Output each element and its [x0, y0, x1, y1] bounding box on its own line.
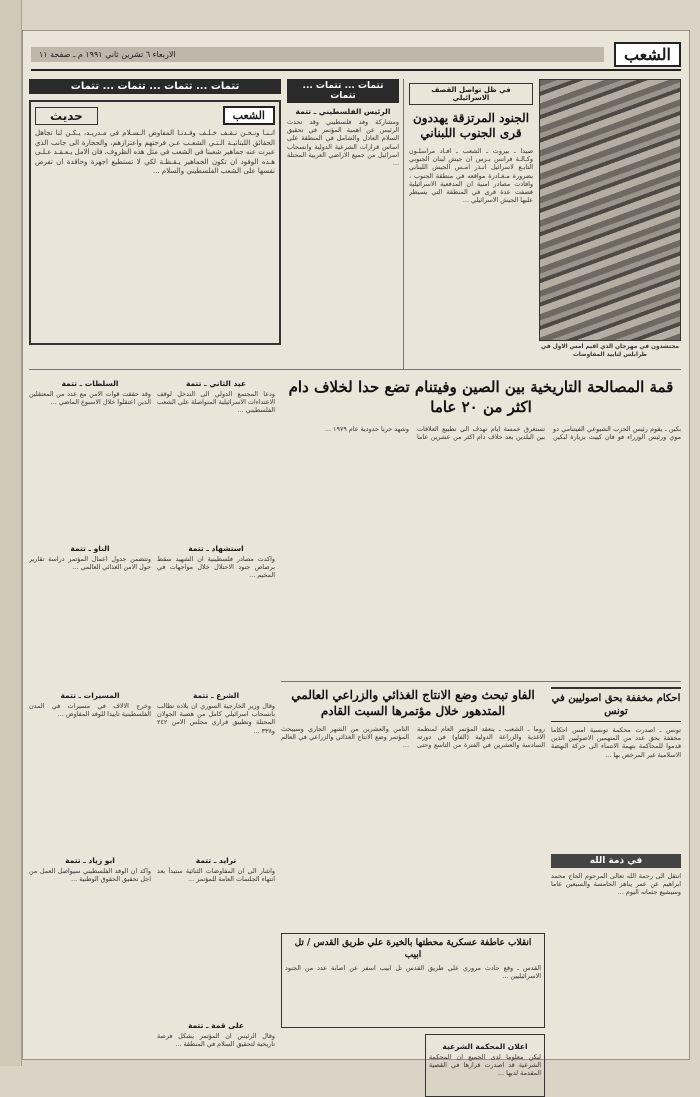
middle-section-text-2: واشار الى ان المفاوضات الثنائية ستبدأ بعد انتهاء الجلسات العامة للمؤتمر ... [157, 867, 275, 884]
lebanon-text: صيدا ـ بيروت ـ الشعب ـ افـاد مراسلـون وكـالـة فرانس بـرس ان جيش لبنان الجنوبي التابـع لاسرائيل انـذر امـس الجيش اللبناني بضرورة مـغـادرة مواقعه في منطقة الجنوب ، وافادت مصادر امنية ان المدفعية الاسرائيلية قصفت عدة قرى في المنطقة التي يسيطر عليها الجيش الاسرائيلي ... [409, 147, 533, 205]
hadith-box-header [35, 106, 275, 125]
middle-section-title-2: ترايد ـ تتمة [195, 856, 237, 865]
rm-section-text-2: وقال الرئيس ان المؤتمر يشكل فرصة تاريخية لتحقيق السلام في المنطقة ... [157, 1032, 275, 1049]
fao-headline: الفاو تبحث وضع الانتاج الغذائي والزراعي العالمي المتدهور خلال مؤتمرها السبت القادم [291, 688, 535, 718]
rm-section-text-1: واكدت مصادر فلسطينية ان الشهيد سقط برصاص جنود الاحتلال خلال مواجهات في المخيم ... [157, 555, 275, 580]
rm-section-title-0: عيد الثاني ـ تتمة [185, 379, 247, 388]
tunisia-headline: احكام مخففة بحق اصوليين في تونس [551, 687, 681, 722]
column-rule [403, 79, 404, 369]
far-section-title-2: المسيرات ـ تتمة [60, 691, 120, 700]
fao-text: روما ـ الشعب ـ ينعقد المؤتمر العام لمنظمة الاغذية والزراعة الدولية (الفاو) في دورته السادسة والعشرين في الفترة من التاسع وحتى الثامن والعشرين من الشهر الجاري وسيبحث المؤتمر وضع الانتاج الغذائي والزراعي في العالم ... [281, 725, 545, 750]
far-section-title-3: ابو زياد ـ تتمة [65, 856, 115, 865]
hadith-text: انـنـا ونـحـن نـقـف خـلـف وفـدنـا المفاوض الـسـلام في مـدريـد، يـكـن لنا تجاهل الحقائق اللبنانيـة الـتـي الشعـب عـن فرحتهم واعتزازهم، والحجارة الى جانب الذي عبرت عنه جماهير شعبنا في الشعب في مثل هذه الظروف، فان الامل يـعـقـد عـلـى هـذه الوفود ان تكون الجماهير يـقـظـة لكي لا تستطيع اجهزة وحاقدة ان تفرض نفسها على الشعب الفلسطيني والسلام ... [35, 129, 275, 175]
lebanon-headline: الجنود المرتزقة يهددون قرى الجنوب اللبناني [412, 111, 530, 140]
far-section-text-3: واكد ان الوفد الفلسطيني سيواصل العمل من اجل تحقيق الحقوق الوطنية ... [29, 867, 151, 884]
middle-continuations [287, 79, 399, 338]
left-column [29, 79, 281, 345]
section-rule [29, 369, 681, 370]
middle-section-title: الرئيس الفلسطيني ـ تتمة [295, 107, 391, 116]
middle-section-text: ومشاركة وفد فلسطيني وقد تحدث الرئيس عن اهمية المؤتمر في تحقيق السلام العادل والشامل في المنطقة على اساس قرارات الشرعية الدولية وانسحاب اسرائيل من جميع الاراضي العربية المحتلة ... [287, 118, 399, 168]
far-section-text-2: وخرج الالاف في مسيرات في المدن الفلسطينية تاييدا للوفد المفاوض ... [29, 702, 151, 719]
accident-headline: انقلاب عاطفة عسكرية محطتها بالخيرة علي طريق القدس / تل ابيب [294, 938, 532, 960]
section-rule [281, 681, 681, 682]
middle-section-title-1: الشرع ـ تتمة [192, 691, 240, 700]
middle-section-text-1: وقال وزير الخارجية السوري ان بلاده تطالب بانسحاب اسرائيلي كامل من هضبة الجولان المحتلة وتطبيق قراري مجلس الامن ٢٤٢ و٣٣٨ ... [157, 702, 275, 735]
lebanon-story [409, 79, 533, 357]
far-column [29, 375, 151, 705]
masthead-logo: الشعب [614, 42, 681, 67]
rally-photo [539, 79, 681, 341]
hadith-box [29, 100, 281, 345]
rm-section-title-1: استشهاد ـ تتمة [188, 544, 244, 553]
far-section-title-0: السلطات ـ تتمة [61, 379, 119, 388]
left-banner: تتمات ... تتمات ... تتمات ... تتمات [29, 79, 281, 94]
newspaper-page [22, 30, 690, 1078]
hadith-paper-logo: الشعب [223, 106, 275, 125]
obituary-title: في ذمة الله [551, 854, 681, 868]
middle-banner: تتمات ... تتمات ... تتمات [287, 79, 399, 103]
tunisia-story [551, 687, 681, 1032]
far-section-title-1: الناو ـ تتمة [70, 544, 110, 553]
court-notice-text: ليكن معلوما لدى الجميع ان المحكمة الشرعية قد اصدرت قرارها في القضية المقدمة لديها ... [429, 1053, 541, 1078]
bottom-far [29, 687, 151, 1017]
far-section-text-1: وتتضمن جدول اعمال المؤتمر دراسة تقارير حول الامن الغذائي العالمي ... [29, 555, 151, 572]
accident-text: القدس ـ وقع حادث مروري على طريق القدس تل ابيب اسفر عن اصابة عدد من الجنود الاسرائيليين ... [285, 964, 541, 981]
hadith-label: حديث [35, 107, 98, 125]
rm-section-text-0: ودعا المجتمع الدولي الى التدخل لوقف الاعتداءات الاسرائيلية المتواصلة على الشعب الفلسطيني ... [157, 390, 275, 415]
lebanon-kicker: في ظل تواصل القصف الاسرائيلي [409, 83, 533, 105]
dateline: الاربعاء ٦ تشرين ثاني ١٩٩١ م ـ صفحة ١١ [31, 47, 604, 62]
obituary-text: انتقل الى رحمة الله تعالى المرحوم الحاج محمد ابراهيم عن عمر يناهز الخامسة والسبعين عاما وسيشيع جثمانه اليوم ... [551, 872, 681, 897]
far-section-text-0: وقد حققت قوات الامن مع عدد من المعتقلين الذين اعتقلوا خلال الاسبوع الماضي ... [29, 390, 151, 407]
right-middle-column [157, 375, 275, 705]
photo-caption: محتشدون في مهرجان الذي اقيم امس الاول في طرابلس لتاييد المفاوضات [541, 344, 679, 359]
accident-box [281, 933, 545, 1028]
bottom-middle [157, 687, 275, 1062]
china-story [281, 375, 681, 725]
tunisia-text: تونس ـ اصدرت محكمة تونسية امس احكاما مخففة بحق عدد من المتهمين الاصوليين الذين قدموا للمحاكمة بتهمة الانتماء الى حركة النهضة الاسلامية غير المرخص بها ... [551, 726, 681, 759]
binding-gutter [0, 0, 22, 1066]
china-headline: قمة المصالحة التاريخية بين الصين وفيتنام تضع حدا لخلاف دام اكثر من ٢٠ عاما [288, 378, 674, 416]
court-notice-title: اعلان المحكمة الشرعية [442, 1042, 528, 1051]
china-text: بكين ـ يقوم رئيس الحزب الشيوعي الفيتنامي دو موي ورئيس الوزراء فو فان كييت بزيارة لبكين تستغرق خمسة ايام تهدف الى تطبيع العلاقات بين البلدين بعد خلاف دام اكثر من عشرين عاما وشهد حربا حدودية عام ١٩٧٩ ... [324, 425, 681, 442]
fao-story [281, 687, 545, 1097]
rm-section-title-2: على قمة ـ تتمة [187, 1021, 245, 1030]
page-header [31, 39, 681, 71]
